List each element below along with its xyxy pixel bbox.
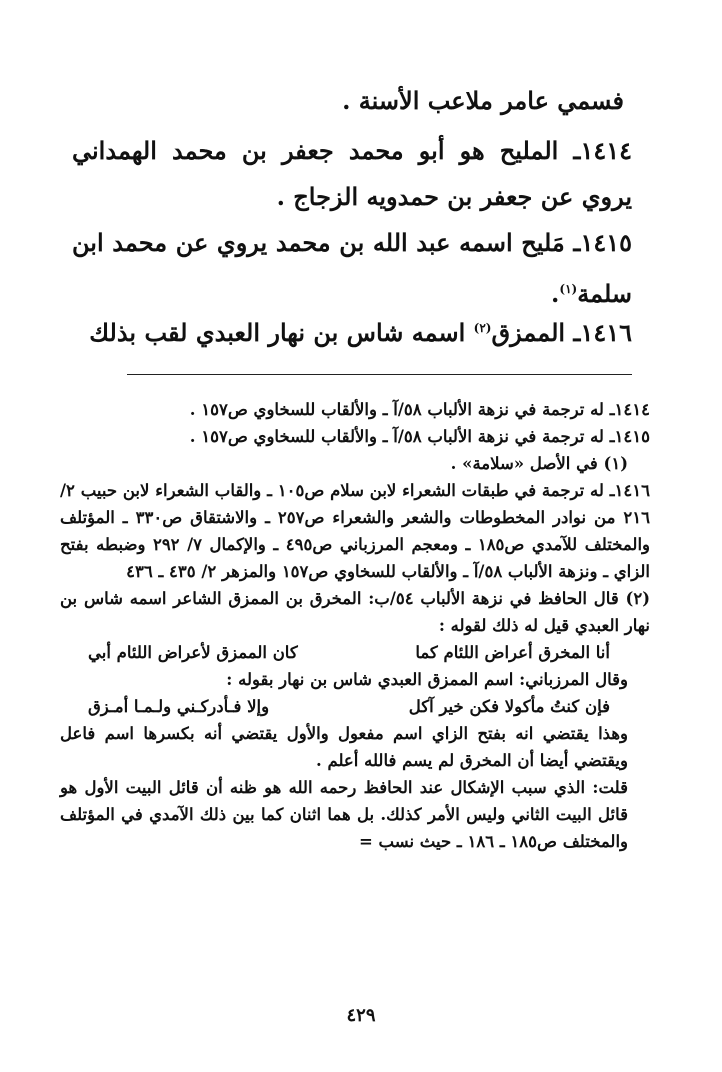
entry-1415-text: ١٤١٥ـ مَليح اسمه عبد الله بن محمد يروي عن محمد ابن سلمة	[72, 228, 632, 308]
footnote-1415: ١٤١٥ـ له ترجمة في نزهة الألباب ٥٨/آ ـ والألقاب للسخاوي ص١٥٧ .	[189, 427, 650, 446]
entry-1415	[72, 220, 632, 317]
entry-1416-text: ١٤١٦ـ الممزق	[491, 318, 632, 347]
verse-1	[60, 639, 650, 666]
footnote-1416: ١٤١٦ـ له ترجمة في طبقات الشعراء لابن سلام ص١٠٥ ـ والقاب الشعراء لابن حبيب ٢/ ٢١٦ من نوادر المخطوطات والشعر والشعراء ص٢٥٧ ـ والاشتقاق ص٣٣٠ ـ المؤتلف والمختلف للآمدي ص١٨٥ ـ ومعجم المرزباني ص٤٩٥ ـ والإكمال ٧/ ٢٩٢ وضبطه بفتح الزاي ـ ونزهة الألباب ٥٨/آ ـ والألقاب للسخاوي ص١٥٧ والمزهر ٢/ ٤٣٥ ـ ٤٣٦	[60, 481, 650, 581]
verse-1-second-hemistich: كان الممزق لأعراض اللئام أبي	[88, 643, 298, 662]
footnote-2-tail: وهذا يقتضي انه بفتح الزاي اسم مفعول والأول يقتضي أنه بكسرها اسم فاعل ويقتضي أيضا أن المخرق لم يسم فالله أعلم .	[60, 724, 628, 770]
footnote-2-note: قلت: الذي سبب الإشكال عند الحافظ رحمه الله هو ظنه أن قائل البيت الأول هو قائل البيت الثاني وليس الأمر كذلك. بل هما اثنان كما بين ذلك الآمدي في المؤتلف والمختلف ص١٨٥ ـ ١٨٦ ـ حيث نسب =	[60, 778, 628, 851]
footnote-ref-2[interactable]: (٢)	[473, 321, 492, 335]
footnote-1414: ١٤١٤ـ له ترجمة في نزهة الألباب ٥٨/آ ـ والألقاب للسخاوي ص١٥٧ .	[189, 400, 650, 419]
entry-1416	[72, 305, 632, 356]
entry-1414	[72, 128, 632, 220]
main-text-line-1	[104, 78, 624, 124]
entry-1415-end: .	[551, 279, 560, 308]
verse-2	[60, 693, 650, 720]
footnote-ref-1[interactable]: (١)	[559, 282, 578, 296]
continuation-text: فسمي عامر ملاعب الأسنة .	[342, 86, 624, 115]
footnote-1: (١) في الأصل «سلامة» .	[450, 454, 628, 473]
entry-1414-text: ١٤١٤ـ المليح هو أبو محمد جعفر بن محمد الهمداني يروي عن جعفر بن حمدويه الزجاج .	[72, 136, 632, 211]
footnote-2-middle: وقال المرزباني: اسم الممزق العبدي شاس بن نهار بقوله :	[226, 670, 628, 689]
footnotes-section	[60, 396, 650, 855]
footnote-divider	[127, 374, 632, 375]
footnote-2-intro: (٢) قال الحافظ في نزهة الألباب ٥٤/ب: المخرق بن الممزق الشاعر اسمه شاس بن نهار العبدي قيل له ذلك لقوله :	[60, 589, 650, 635]
verse-1-first-hemistich: أنا المخرق أعراض اللئام كما	[415, 643, 610, 662]
verse-2-second-hemistich: وإلا فـأدركـني ولـمـا أمـزق	[88, 697, 270, 716]
page-number: ٤٢٩	[346, 1005, 376, 1026]
entry-1416-end: اسمه شاس بن نهار العبدي لقب بذلك	[89, 318, 474, 347]
verse-2-first-hemistich: فإن كنتُ مأكولا فكن خير آكل	[408, 697, 610, 716]
